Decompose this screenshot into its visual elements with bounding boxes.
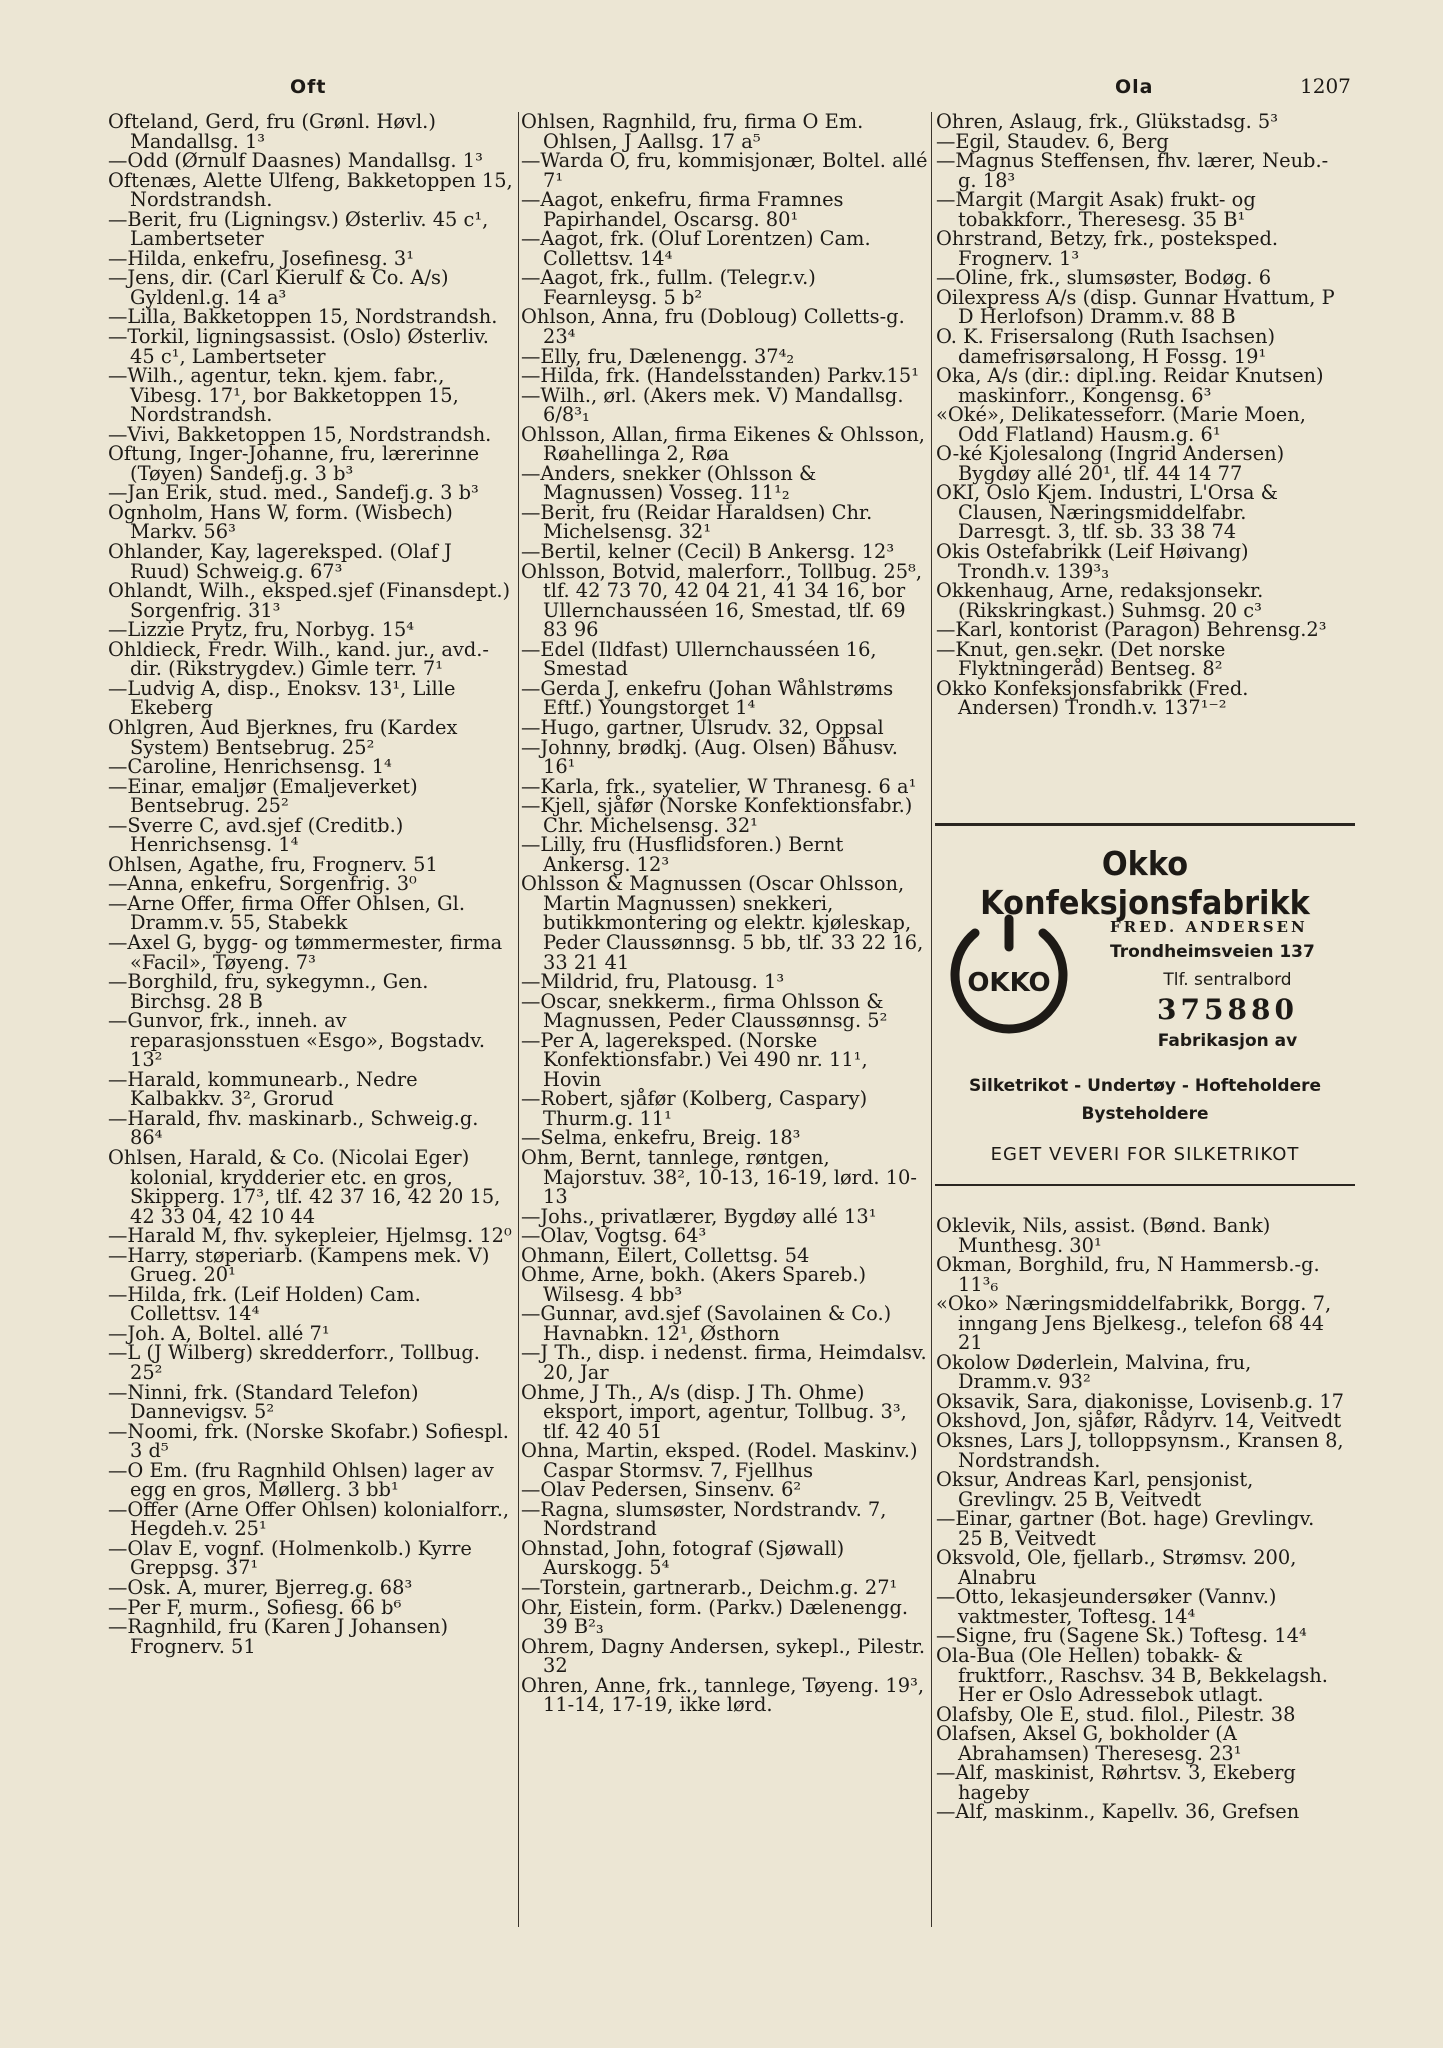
directory-entry: —Harald M, fhv. sykepleier, Hjelmsg. 12⁰ <box>108 1224 512 1248</box>
directory-entry: —Egil, Staudev. 6, Berg <box>936 129 1169 153</box>
directory-entry: —Sverre C, avd.sjef (Creditb.) Henrichsensg. 1⁴ <box>108 813 404 857</box>
directory-entry: Ohldieck, Fredr. Wilh., kand. jur., avd.-dir. (Rikstrygdev.) Gimle terr. 7¹ <box>108 637 489 681</box>
directory-entry: —Wilh., ørl. (Akers mek. V) Mandallsg. 6/8³₁ <box>521 383 904 427</box>
directory-entry: Ohrem, Dagny Andersen, sykepl., Pilestr. 32 <box>521 1634 926 1678</box>
directory-entry: Ohlandt, Wilh., eksped.sjef (Finansdept.) Sorgenfrig. 31³ <box>108 579 511 622</box>
directory-entry: —Ragnhild, fru (Karen J Johansen) Frognerv. 51 <box>108 1615 449 1658</box>
directory-entry: —Johs., privatlærer, Bygdøy allé 13¹ <box>521 1204 877 1228</box>
directory-entry: Ohme, Arne, bokh. (Akers Spareb.) Wilsesg. 4 bb³ <box>521 1263 867 1306</box>
directory-entry: —Hugo, gartner, Ulsrudv. 32, Oppsal <box>521 715 884 739</box>
directory-entry: —Elly, fru, Dælenengg. 37⁴₂ <box>521 344 795 368</box>
directory-entry: —Berit, fru (Ligningsv.) Østerliv. 45 c¹, Lambertseter <box>108 207 489 251</box>
directory-entry: —Aagot, enkefru, firma Framnes Papirhandel, Oscarsg. 80¹ <box>521 188 844 231</box>
directory-entry: —Edel (Ildfast) Ullernchausséen 16, Smestad <box>521 637 877 681</box>
directory-entry: —Einar, gartner (Bot. hage) Grevlingv. 25 B, Veitvedt <box>936 1507 1315 1550</box>
directory-entry: —L (J Wilberg) skredderforr., Tollbug. 25² <box>108 1341 480 1384</box>
directory-entry: —Oline, frk., slumsøster, Bodøg. 6 <box>936 266 1272 290</box>
directory-entry: Ohr, Eistein, form. (Parkv.) Dælenengg. 39 B²₃ <box>521 1595 909 1639</box>
directory-entry: —Borghild, fru, sykegymn., Gen. Birchsg. 28 B <box>108 970 429 1013</box>
column-3-bottom <box>936 1216 1344 1822</box>
directory-entry: Ohlander, Kay, lagereksped. (Olaf J Ruud) Schweig.g. 67³ <box>108 540 452 583</box>
column-divider <box>518 112 519 1927</box>
directory-entry: Oftenæs, Alette Ulfeng, Bakketoppen 15, Nordstrandsh. <box>108 168 513 212</box>
directory-entry: —Hilda, frk. (Handelsstanden) Parkv.15¹ <box>521 364 920 388</box>
ad-products-2: Bysteholdere <box>1081 1104 1209 1124</box>
directory-entry: —Bertil, kelner (Cecil) B Ankersg. 12³ <box>521 540 895 564</box>
directory-entry: —Robert, sjåfør (Kolberg, Caspary) Thurm.g. 11¹ <box>521 1087 868 1130</box>
directory-entry: O-ké Kjolesalong (Ingrid Andersen) Bygdøy allé 20¹, tlf. 44 14 77 <box>936 442 1285 485</box>
directory-entry: —Karl, kontorist (Paragon) Behrensg.2³ <box>936 618 1327 642</box>
directory-entry: —Alf, maskinm., Kapellv. 36, Grefsen <box>936 1800 1300 1824</box>
directory-entry: —Arne Offer, firma Offer Ohlsen, Gl. Dramm.v. 55, Stabekk <box>108 891 465 935</box>
directory-entry: Oksnes, Lars J, tolloppsynsm., Kransen 8, Nordstrandsh. <box>936 1429 1344 1472</box>
page-header <box>0 72 1443 106</box>
directory-entry: —Kjell, sjåfør (Norske Konfektionsfabr.) Chr. Michelsensg. 32¹ <box>521 794 913 837</box>
column-1 <box>108 112 516 1656</box>
directory-entry: Oksavik, Sara, diakonisse, Lovisenb.g. 17 <box>936 1389 1344 1413</box>
directory-entry: —Mildrid, fru, Platousg. 1³ <box>521 970 785 994</box>
directory-entry: —Osk. A, murer, Bjerreg.g. 68³ <box>108 1576 413 1600</box>
directory-entry: —Einar, emaljør (Emaljeverket) Bentsebrug. 25² <box>108 774 418 818</box>
directory-entry: Ohrstrand, Betzy, frk., posteksped. Frognerv. 1³ <box>936 227 1279 270</box>
column-2 <box>521 112 929 1715</box>
directory-entry: Okolow Døderlein, Malvina, fru, Dramm.v. 93² <box>936 1350 1252 1394</box>
directory-entry: —Ragna, slumsøster, Nordstrandv. 7, Nordstrand <box>521 1497 887 1541</box>
directory-entry: —Anna, enkefru, Sorgenfrig. 3⁰ <box>108 872 417 896</box>
directory-entry: —O Em. (fru Ragnhild Ohlsen) lager av egg en gros, Møllerg. 3 bb¹ <box>108 1458 494 1502</box>
header-right-word: Ola <box>1115 76 1154 98</box>
ad-weaving: EGET VEVERI FOR SILKETRIKOT <box>990 1144 1300 1165</box>
directory-entry: —Ninni, frk. (Standard Telefon) Dannevigsv. 5² <box>108 1380 419 1424</box>
directory-entry: —Harry, støperiarb. (Kampens mek. V) Grueg. 20¹ <box>108 1243 490 1287</box>
directory-entry: Ohmann, Eilert, Collettsg. 54 <box>521 1243 810 1267</box>
directory-entry: Ohren, Aslaug, frk., Glükstadsg. 5³ <box>936 110 1279 133</box>
ad-products-1: Silketrikot - Undertøy - Hofteholdere <box>968 1076 1322 1096</box>
directory-entry: Ofteland, Gerd, fru (Grønl. Høvl.) Mandallsg. 1³ <box>108 110 436 153</box>
directory-entry: Ohlsson, Botvid, malerforr., Tollbug. 25⁸, tlf. 42 73 70, 42 04 21, 41 34 16, bor Ullernchausséen 16, Smestad, tlf. 69 83 96 <box>521 559 922 642</box>
page-number: 1207 <box>1300 74 1351 98</box>
directory-entry: —Hilda, enkefru, Josefinesg. 3¹ <box>108 246 415 270</box>
directory-entry: —Wilh., agentur, tekn. kjem. fabr., Vibesg. 17¹, bor Bakketoppen 15, Nordstrandsh. <box>108 364 459 427</box>
ad-phone: 375880 <box>1157 993 1298 1026</box>
directory-entry: —Margit (Margit Asak) frukt- og tobakkforr., Theresesg. 35 B¹ <box>936 188 1256 231</box>
directory-entry: Okis Ostefabrikk (Leif Høivang) Trondh.v. 139³₃ <box>936 540 1249 583</box>
directory-entry: Olafsby, Ole E, stud. filol., Pilestr. 38 <box>936 1702 1296 1726</box>
directory-entry: —Per A, lagereksped. (Norske Konfektionsfabr.) Vei 490 nr. 11¹, Hovin <box>521 1028 868 1091</box>
directory-entry: —Lizzie Prytz, fru, Norbyg. 15⁴ <box>108 618 415 642</box>
directory-entry: —Oscar, snekkerm., firma Ohlsson & Magnussen, Peder Claussønnsg. 5² <box>521 989 888 1033</box>
column-3-top <box>936 112 1344 718</box>
okko-logo-icon <box>945 913 1073 1041</box>
directory-entry: Oftung, Inger-Johanne, fru, lærerinne (Tøyen) Sandefj.g. 3 b³ <box>108 442 480 485</box>
directory-entry: —Olav, Vogtsg. 64³ <box>521 1224 707 1248</box>
directory-entry: —Axel G, bygg- og tømmermester, firma «Facil», Tøyeng. 7³ <box>108 930 503 974</box>
directory-entry: —Caroline, Henrichsensg. 1⁴ <box>108 755 392 779</box>
directory-entry: Ohlsen, Agathe, fru, Frognerv. 51 <box>108 852 438 876</box>
directory-entry: —Vivi, Bakketoppen 15, Nordstrandsh. <box>108 422 492 446</box>
directory-entry: —Olav E, vognf. (Holmenkolb.) Kyrre Greppsg. 37¹ <box>108 1536 472 1580</box>
directory-entry: —Gunvor, frk., inneh. av reparasjonsstuen «Esgo», Bogstadv. 13² <box>108 1009 486 1072</box>
directory-entry: —Per F, murm., Sofiesg. 66 b⁶ <box>108 1595 402 1619</box>
directory-entry: —Olav Pedersen, Sinsenv. 6² <box>521 1478 802 1502</box>
directory-entry: Ohm, Bernt, tannlege, røntgen, Majorstuv. 38², 10-13, 16-19, lørd. 10-13 <box>521 1145 917 1209</box>
directory-entry: O. K. Frisersalong (Ruth Isachsen) damefrisørsalong, H Fossg. 19¹ <box>936 325 1276 368</box>
directory-entry: Ognholm, Hans W, form. (Wisbech) Markv. 56³ <box>108 500 453 544</box>
directory-entry: Oka, A/s (dir.: dipl.ing. Reidar Knutsen) maskinforr., Kongensg. 6³ <box>936 364 1324 407</box>
directory-entry: —Aagot, frk., fullm. (Telegr.v.) Fearnleysg. 5 b² <box>521 266 816 309</box>
directory-entry: —Lilla, Bakketoppen 15, Nordstrandsh. <box>108 305 498 329</box>
ad-title: Okko Konfeksjonsfabrikk <box>980 844 1310 922</box>
directory-entry: Ohlsson, Allan, firma Eikenes & Ohlsson, Røahellinga 2, Røa <box>521 422 925 466</box>
directory-entry: —Gerda J, enkefru (Johan Wåhlstrøms Eftf.) Youngstorget 1⁴ <box>521 676 894 720</box>
directory-entry: Oksvold, Ole, fjellarb., Strømsv. 200, Alnabru <box>936 1546 1297 1589</box>
directory-entry: Ohme, J Th., A/s (disp. J Th. Ohme) eksport, import, agentur, Tollbug. 3³, tlf. 42 40 51 <box>521 1380 907 1443</box>
directory-entry: —Magnus Steffensen, fhv. lærer, Neub.-g. 18³ <box>936 149 1329 192</box>
directory-entry: Okshovd, Jon, sjåfør, Rådyrv. 14, Veitvedt <box>936 1409 1342 1433</box>
directory-entry: Ohlsson & Magnussen (Oscar Ohlsson, Martin Magnussen) snekkeri, butikkmontering og elektr. kjøleskap, Peder Claussønnsg. 5 bb, tlf. 33 22 16, 33 21 41 <box>521 872 924 974</box>
directory-entry: —Hilda, frk. (Leif Holden) Cam. Collettsv. 14⁴ <box>108 1282 421 1326</box>
directory-entry: «Oko» Næringsmiddelfabrikk, Borgg. 7, inngang Jens Bjelkesg., telefon 68 44 21 <box>936 1292 1332 1355</box>
directory-entry: —Karla, frk., syatelier, W Thranesg. 6 a¹ <box>521 774 917 798</box>
directory-entry: Ohlsen, Ragnhild, fru, firma O Em. Ohlsen, J Aallsg. 17 a⁵ <box>521 110 864 153</box>
directory-entry: —Selma, enkefru, Breig. 18³ <box>521 1126 801 1150</box>
directory-entry: —Noomi, frk. (Norske Skofabr.) Sofiespl. 3 d⁵ <box>108 1419 509 1463</box>
directory-entry: Ohnstad, John, fotograf (Sjøwall) Aurskogg. 5⁴ <box>521 1536 845 1580</box>
okko-advertisement <box>935 823 1355 1186</box>
directory-entry: —J Th., disp. i nedenst. firma, Heimdalsv. 20, Jar <box>521 1341 927 1384</box>
directory-entry: Okko Konfeksjonsfabrikk (Fred. Andersen) Trondh.v. 137¹⁻² <box>936 676 1249 720</box>
directory-entry: —Torkil, ligningsassist. (Oslo) Østerliv. 45 c¹, Lambertseter <box>108 325 489 368</box>
column-divider <box>931 112 932 1927</box>
directory-entry: —Aagot, frk. (Oluf Lorentzen) Cam. Collettsv. 14⁴ <box>521 227 871 270</box>
directory-entry: —Ludvig A, disp., Enoksv. 13¹, Lille Ekeberg <box>108 676 456 720</box>
directory-entry: —Jan Erik, stud. med., Sandefj.g. 3 b³ <box>108 481 479 505</box>
directory-entry: Ohren, Anne, frk., tannlege, Tøyeng. 19³, 11-14, 17-19, ikke lørd. <box>521 1673 925 1717</box>
directory-entry: Ola-Bua (Ole Hellen) tobakk- & fruktforr., Raschsv. 34 B, Bekkelagsh. Her er Oslo Adressebok utlagt. <box>936 1644 1328 1707</box>
directory-entry: —Joh. A, Boltel. allé 7¹ <box>108 1321 330 1345</box>
directory-entry: Olafsen, Aksel G, bokholder (A Abrahamsen) Theresesg. 23¹ <box>936 1722 1242 1765</box>
directory-entry: —Odd (Ørnulf Daasnes) Mandallsg. 1³ <box>108 149 483 173</box>
directory-entry: —Knut, gen.sekr. (Det norske Flyktningeråd) Bentseg. 8² <box>936 637 1226 681</box>
directory-entry: —Offer (Arne Offer Ohlsen) kolonialforr., Hegdeh.v. 25¹ <box>108 1497 510 1541</box>
ad-tlf-label: Tlf. sentralbord <box>1163 970 1292 990</box>
directory-entry: Ohlson, Anna, fru (Dobloug) Colletts-g. 23⁴ <box>521 305 905 349</box>
ad-owner: FRED. ANDERSEN <box>1110 918 1308 936</box>
header-left-word: Oft <box>290 76 327 98</box>
directory-entry: —Alf, maskinist, Røhrtsv. 3, Ekeberg hageby <box>936 1761 1296 1804</box>
directory-entry: —Berit, fru (Reidar Haraldsen) Chr. Michelsensg. 32¹ <box>521 500 873 544</box>
directory-entry: —Otto, lekasjeundersøker (Vannv.) vaktmester, Toftesg. 14⁴ <box>936 1585 1277 1628</box>
directory-entry: Oklevik, Nils, assist. (Bønd. Bank) Munthesg. 30¹ <box>936 1214 1271 1257</box>
directory-entry: Oksur, Andreas Karl, pensjonist, Grevlingv. 25 B, Veitvedt <box>936 1468 1254 1511</box>
directory-entry: —Warda O, fru, kommisjonær, Boltel. allé 7¹ <box>521 149 928 192</box>
directory-entry: —Gunnar, avd.sjef (Savolainen & Co.) Havnabkn. 12¹, Østhorn <box>521 1302 892 1345</box>
directory-entry: Okman, Borghild, fru, N Hammersb.-g. 11³₆ <box>936 1253 1320 1296</box>
directory-entry: Ohlgren, Aud Bjerknes, fru (Kardex System) Bentsebrug. 25² <box>108 715 458 759</box>
ad-address: Trondheimsveien 137 <box>1110 942 1315 962</box>
directory-entry: Ohna, Martin, eksped. (Rodel. Maskinv.) Caspar Stormsv. 7, Fjellhus <box>521 1439 918 1482</box>
directory-entry: Okkenhaug, Arne, redaksjonsekr. (Rikskringkast.) Suhmsg. 20 c³ <box>936 579 1264 622</box>
logo-text: OKKO <box>967 968 1051 998</box>
directory-entry: —Jens, dir. (Carl Kierulf & Co. A/s) Gyldenl.g. 14 a³ <box>108 266 449 309</box>
directory-entry: —Signe, fru (Sagene Sk.) Toftesg. 14⁴ <box>936 1624 1307 1648</box>
directory-entry: OKI, Oslo Kjem. Industri, L'Orsa & Clausen, Næringsmiddelfabr. Darresgt. 3, tlf. sb. 33 38 74 <box>936 481 1278 544</box>
ad-fabrication: Fabrikasjon av <box>1157 1031 1298 1051</box>
directory-entry: —Torstein, gartnerarb., Deichm.g. 27¹ <box>521 1576 898 1600</box>
directory-entry: —Harald, kommunearb., Nedre Kalbakkv. 3², Grorud <box>108 1067 418 1111</box>
directory-entry: —Johnny, brødkj. (Aug. Olsen) Båhusv. 16¹ <box>521 735 898 779</box>
directory-entry: Oilexpress A/s (disp. Gunnar Hvattum, P D Herlofson) Dramm.v. 88 B <box>936 285 1335 329</box>
directory-entry: «Oké», Delikatesseforr. (Marie Moen, Odd Flatland) Hausm.g. 6¹ <box>936 403 1306 446</box>
directory-entry: —Lilly, fru (Husflidsforen.) Bernt Ankersg. 12³ <box>521 833 844 876</box>
directory-entry: —Anders, snekker (Ohlsson & Magnussen) Vosseg. 11¹₂ <box>521 461 817 505</box>
directory-entry: —Harald, fhv. maskinarb., Schweig.g. 86⁴ <box>108 1106 479 1150</box>
directory-entry: Ohlsen, Harald, & Co. (Nicolai Eger) kolonial, krydderier etc. en gros, Skipperg. 17³, tlf. 42 37 16, 42 20 15, 42 33 04, 42 10 44 <box>108 1145 501 1228</box>
